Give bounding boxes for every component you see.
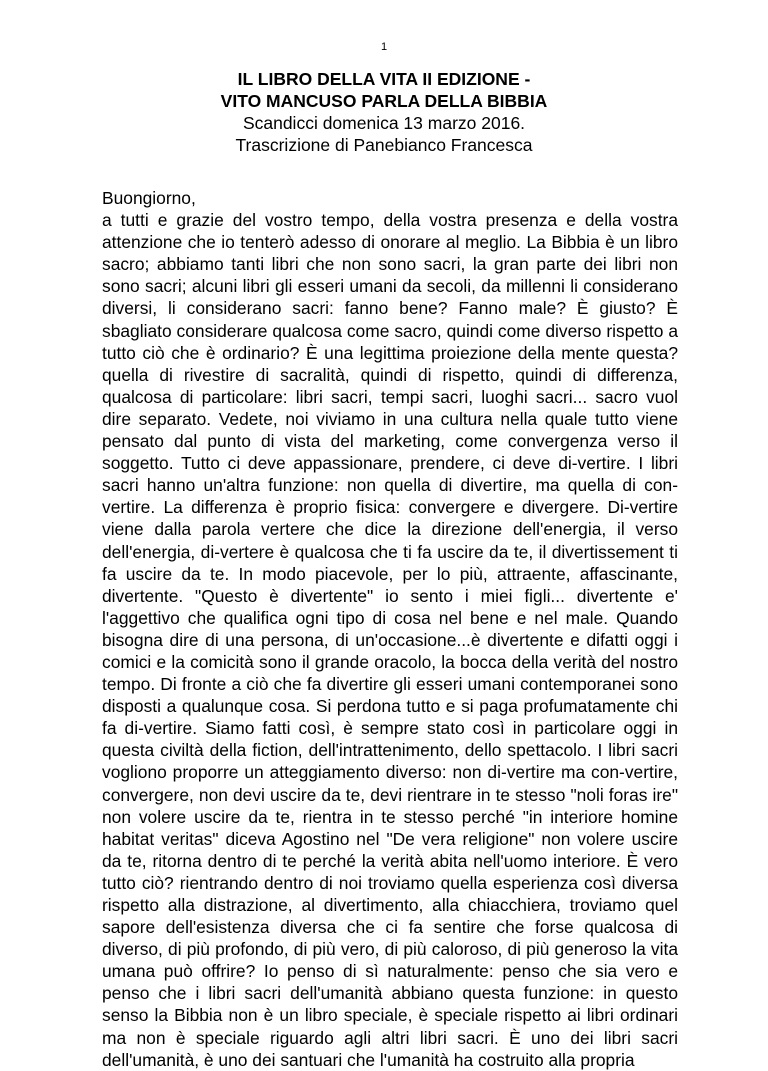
document-body (102, 187, 678, 1071)
greeting-line: Buongiorno, (102, 188, 196, 208)
transcription-credit: Trascrizione di Panebianco Francesca (235, 135, 533, 155)
document-title-line-2: VITO MANCUSO PARLA DELLA BIBBIA (220, 91, 548, 111)
document-title-line-1: IL LIBRO DELLA VITA II EDIZIONE - (237, 69, 531, 89)
page-number: 1 (380, 41, 388, 53)
place-date-line: Scandicci domenica 13 marzo 2016. (242, 113, 526, 133)
body-paragraph: a tutti e grazie del vostro tempo, della vostra presenza e della vostra attenzione che io tenterò adesso di onorare al meglio. La Bibbia è un libro sacro; abbiamo tanti libri che non sono sacri, la gran parte dei libri non sono sacri; alcuni libri gli esseri umani da secoli, da millenni li considerano diversi, li considerano sacri: fanno bene? Fanno male? È giusto? È sbagliato considerare qualcosa come sacro, quindi come diverso rispetto a tutto ciò che è ordinario? È una legittima proiezione della mente questa? quella di rivestire di sacralità, quindi di rispetto, quindi di differenza, qualcosa di particolare: libri sacri, tempi sacri, luoghi sacri... sacro vuol dire separato. Vedete, noi viviamo in una cultura nella quale tutto viene pensato dal punto di vista del marketing, come convergenza verso il soggetto. Tutto ci deve appassionare, prendere, ci deve di-vertire. I libri sacri hanno un'altra funzione: non quella di divertire, ma quella di con-vertire. La differenza è proprio fisica: convergere e divergere. Di-vertire viene dalla parola vertere che dice la direzione dell'energia, il verso dell'energia, di-vertere è qualcosa che ti fa uscire da te, il divertissement ti fa uscire da te. In modo piacevole, per lo più, attraente, affascinante, divertente. "Questo è divertente" io sento i miei figli... divertente e' l'aggettivo che qualifica ogni tipo di cosa nel bene e nel male. Quando bisogna dire di una persona, di un'occasione...è divertente e difatti oggi i comici e la comicità sono il grande oracolo, la bocca della verità del nostro tempo. Di fronte a ciò che fa divertire gli esseri umani contemporanei sono disposti a qualunque cosa. Si perdona tutto e si paga profumatamente chi fa di-vertire. Siamo fatti così, è sempre stato così in particolare oggi in questa civiltà della fiction, dell'intrattenimento, dello spettacolo. I libri sacri vogliono proporre un atteggiamento diverso: non di-vertire ma con-vertire, convergere, non devi uscire da te, devi rientrare in te stesso "noli foras ire" non volere uscire da te, rientra in te stesso perché "in interiore homine habitat veritas" diceva Agostino nel "De vera religione" non volere uscire da te, ritorna dentro di te perché la verità abita nell'uomo interiore. È vero tutto ciò? rientrando dentro di noi troviamo quella esperienza così diversa rispetto alla distrazione, al divertimento, alla chiacchiera, troviamo quel sapore dell'esistenza diversa che ci fa sentire che forse qualcosa di diverso, di più profondo, di più vero, di più caloroso, di più generoso la vita umana può offrire? Io penso di sì naturalmente: penso che sia vero e penso che i libri sacri dell'umanità abbiano questa funzione: in questo senso la Bibbia non è un libro speciale, è speciale rispetto ai libri ordinari ma non è speciale riguardo agli altri libri sacri. È uno dei libri sacri dell'umanità, è uno dei santuari che l'umanità ha costruito alla propria (102, 210, 678, 1070)
document-header (0, 68, 768, 156)
